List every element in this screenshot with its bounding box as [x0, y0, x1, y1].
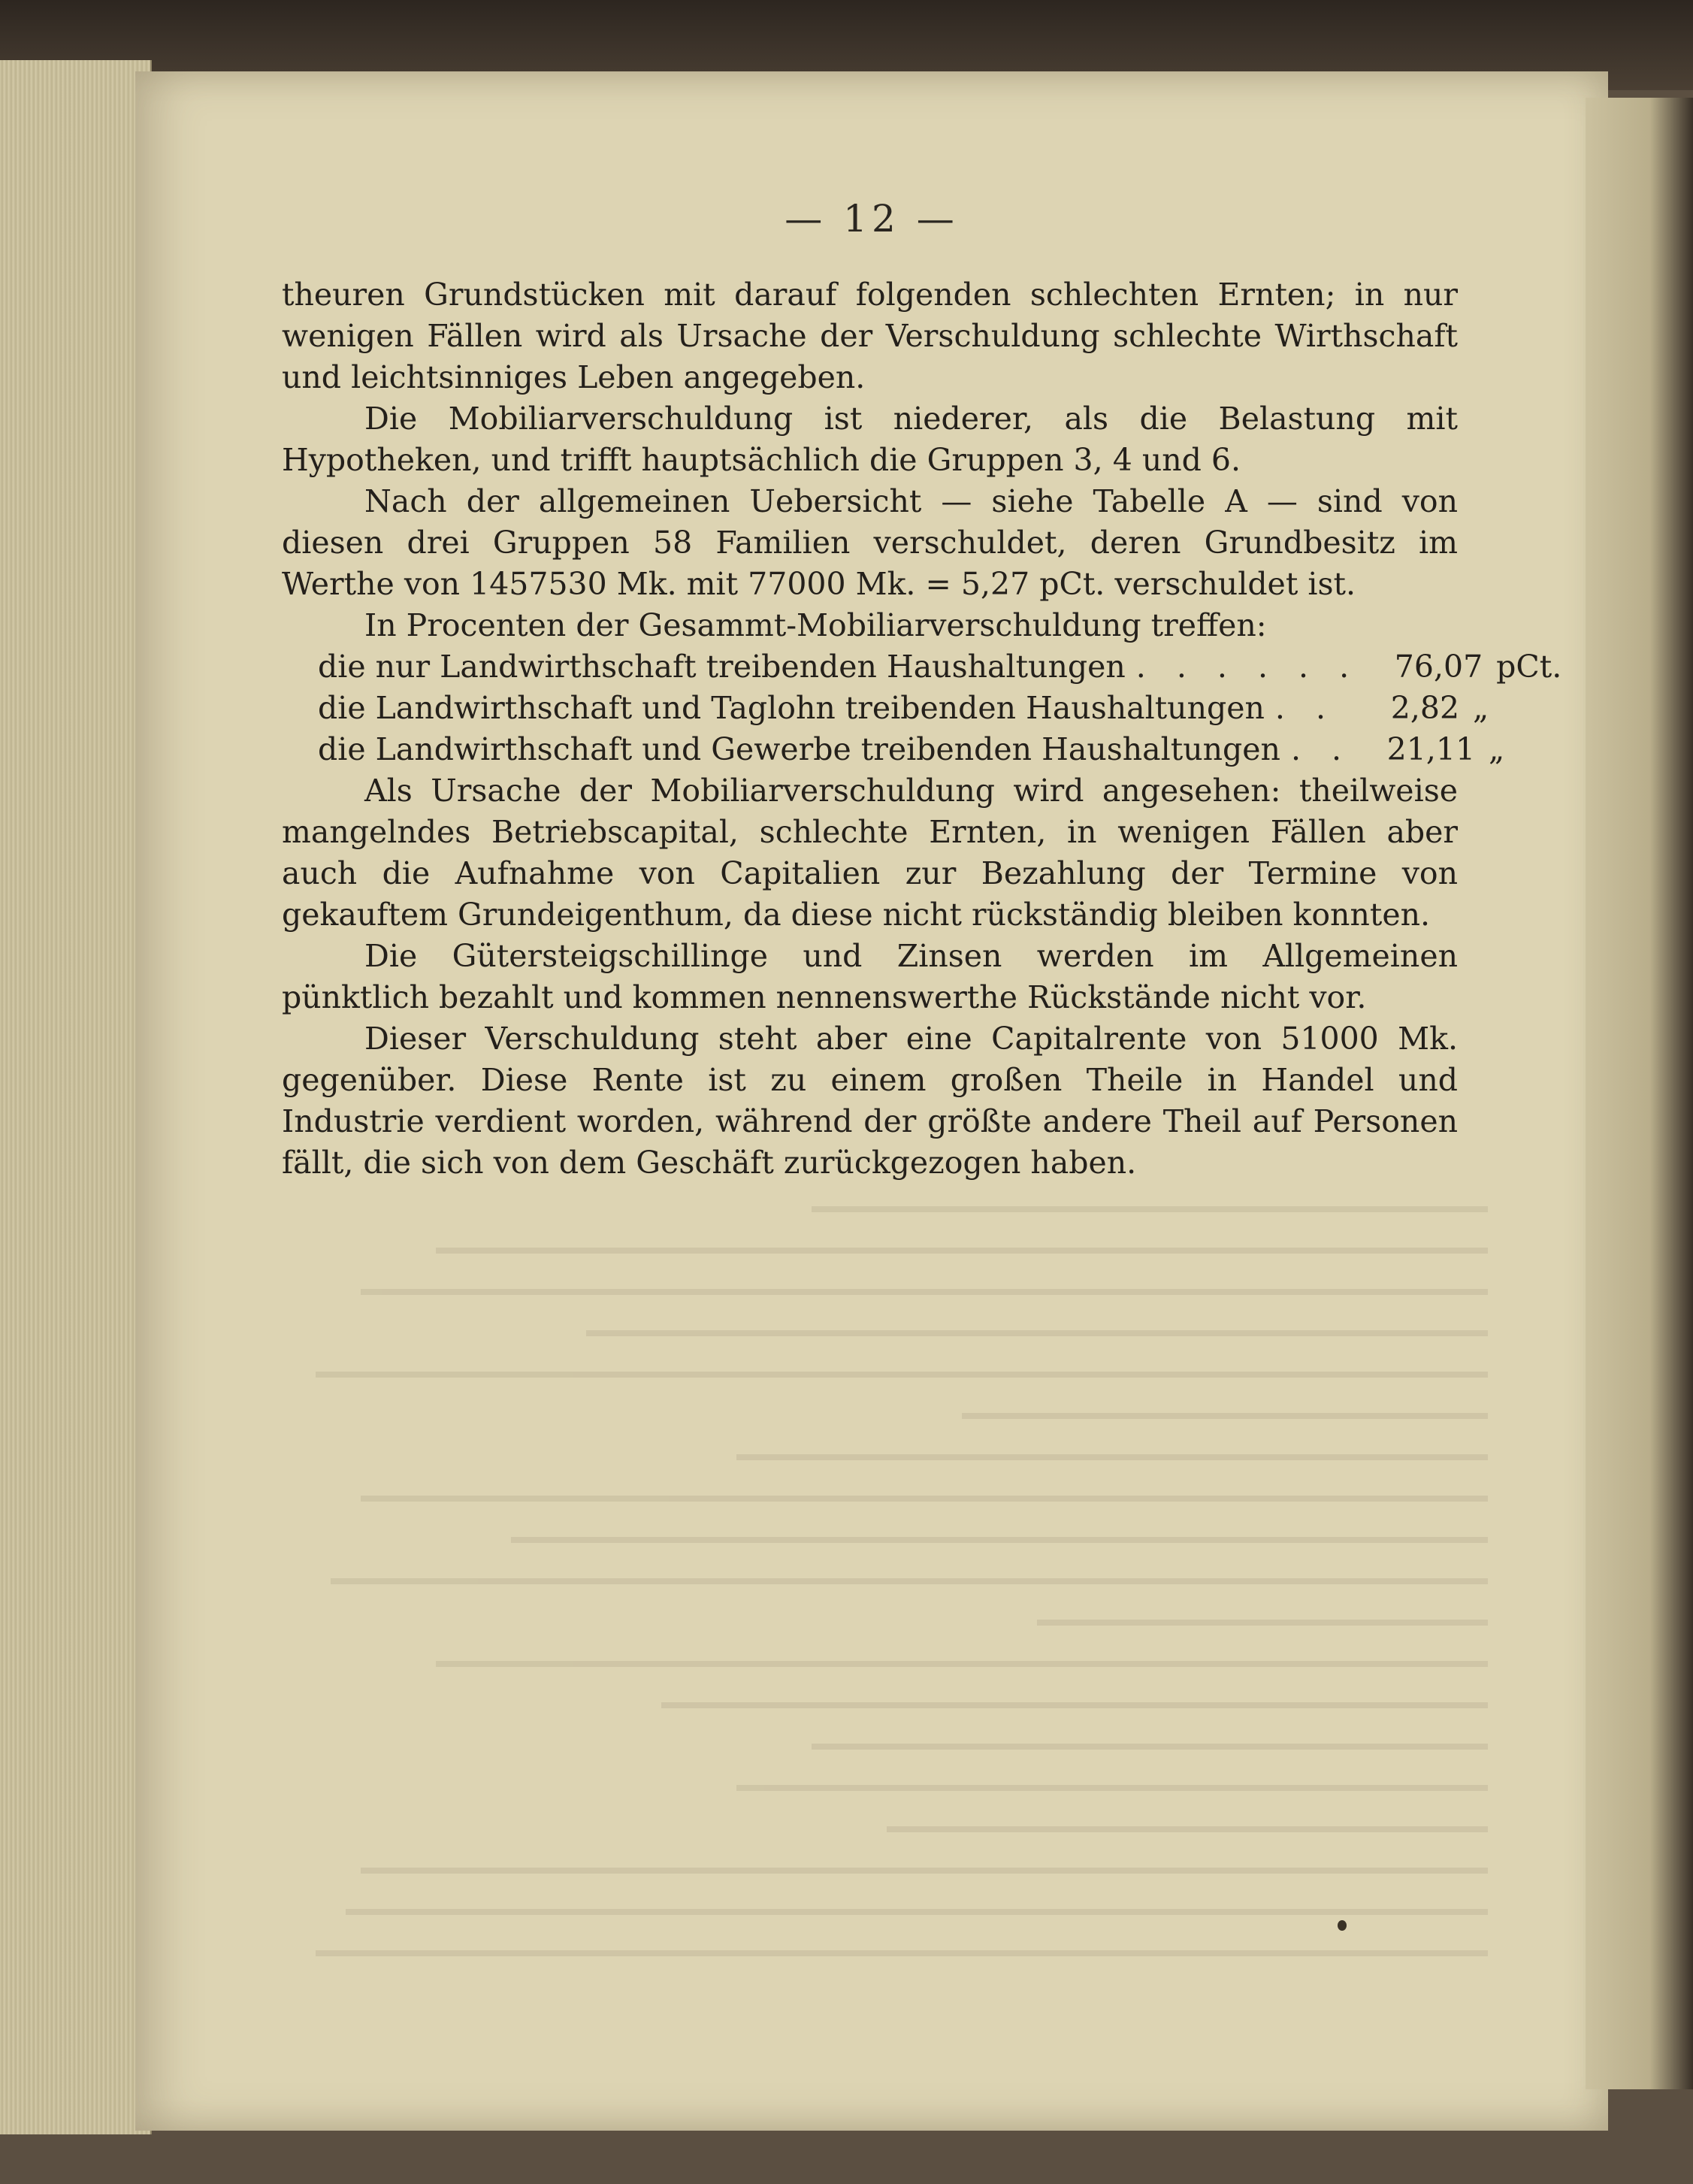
paragraph-1: theuren Grundstücken mit darauf folgenden schlechten Ernten; in nur wenigen Fällen wird als Ursache der Verschuldung schlechte Wirthschaft und leichtsinniges Leben angegeben. [282, 277, 1458, 395]
page-stack-edge [0, 60, 152, 2134]
percent-row [318, 646, 1562, 688]
percent-row-unit: „ [1473, 690, 1489, 726]
percent-row [318, 729, 1505, 770]
percent-row-value: 2,82 [1390, 690, 1460, 726]
percent-row-label: die Landwirthschaft und Gewerbe treibenden Haushaltungen [318, 731, 1280, 767]
leader-dots: . . [1290, 731, 1353, 767]
paragraph-7: Dieser Verschuldung steht aber eine Capitalrente von 51000 Mk. gegenüber. Diese Rente ist zu einem großen Theile in Handel und Industrie verdient worden, während der größte andere Theil auf Personen fällt, die sich von dem Geschäft zurückgezogen haben. [282, 1021, 1458, 1181]
paragraph-3: Nach der allgemeinen Uebersicht — siehe Tabelle A — sind von diesen drei Gruppen 58 Familien verschuldet, deren Grundbesitz im Werthe von 1457530 Mk. mit 77000 Mk. = 5,27 pCt. verschuldet ist. [282, 483, 1458, 602]
percent-row-label: die Landwirthschaft und Taglohn treibenden Haushaltungen [318, 690, 1265, 726]
percent-row [318, 688, 1489, 729]
page-number: — 12 — [785, 197, 959, 240]
paragraph-2: Die Mobiliarverschuldung ist niederer, als die Belastung mit Hypotheken, und trifft hauptsächlich die Gruppen 3, 4 und 6. [282, 401, 1458, 478]
paragraph-6: Die Gütersteigschillinge und Zinsen werden im Allgemeinen pünktlich bezahlt und kommen nennenswerthe Rückstände nicht vor. [282, 938, 1458, 1015]
binding-edge [1586, 98, 1693, 2089]
paragraph-4: In Procenten der Gesammt-Mobiliarverschuldung treffen: [364, 607, 1267, 643]
percent-row-value: 21,11 [1386, 731, 1476, 767]
body-text [282, 274, 1562, 1184]
show-through-bleed [271, 1187, 1488, 2014]
percent-row-unit: „ [1489, 731, 1505, 767]
percent-row-label: die nur Landwirthschaft treibenden Haushaltungen [318, 649, 1126, 685]
paragraph-5: Als Ursache der Mobiliarverschuldung wird angesehen: theilweise mangelndes Betriebscapital, schlechte Ernten, in wenigen Fällen aber auch die Aufnahme von Capitalien zur Bezahlung der Termine von gekauftem Grundeigenthum, da diese nicht rückständig bleiben konnten. [282, 773, 1458, 933]
percent-row-unit: pCt. [1496, 649, 1562, 685]
leader-dots: . . [1274, 690, 1337, 726]
leader-dots: . . . . . . [1135, 649, 1360, 685]
ink-spot [1338, 1920, 1347, 1931]
percent-row-value: 76,07 [1394, 649, 1483, 685]
percent-table [282, 646, 1562, 770]
